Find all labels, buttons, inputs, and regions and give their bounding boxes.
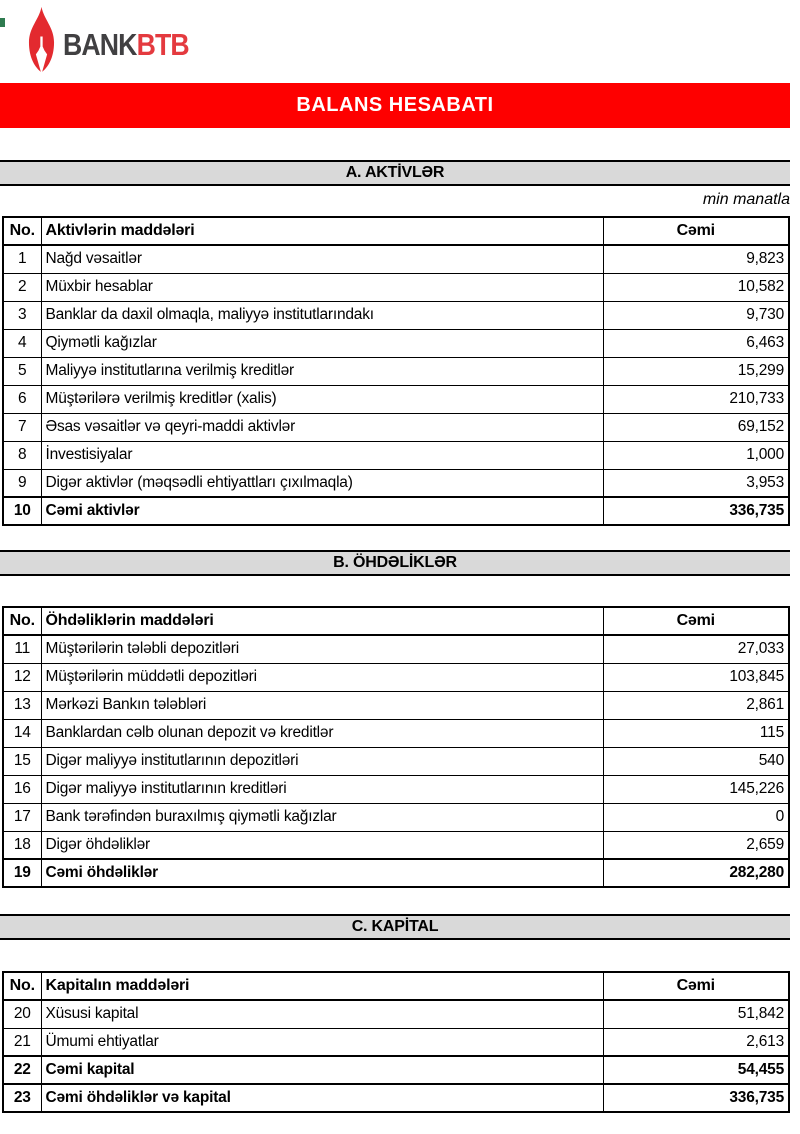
column-header-no: No.: [3, 607, 41, 635]
table-row: [3, 803, 789, 831]
cell-value: 2,613: [603, 1028, 789, 1056]
report-banner: [0, 83, 790, 128]
cell-item: İnvestisiyalar: [41, 441, 603, 469]
cell-item: Müxbir hesablar: [41, 273, 603, 301]
cell-no: 19: [3, 859, 41, 887]
cell-value: 145,226: [603, 775, 789, 803]
section-title: C. KAPİTAL: [351, 918, 439, 935]
cell-value: 69,152: [603, 413, 789, 441]
cell-no: 22: [3, 1056, 41, 1084]
capital-table: [2, 971, 790, 1113]
table-row: [3, 301, 789, 329]
green-edge-mark: [0, 18, 5, 27]
cell-value: 10,582: [603, 273, 789, 301]
cell-item: Cəmi öhdəliklər: [41, 859, 603, 887]
table-row: [3, 663, 789, 691]
logo-band: [0, 0, 800, 83]
table-row: [3, 1056, 789, 1084]
flame-icon: [25, 6, 58, 77]
cell-value: 2,659: [603, 831, 789, 859]
cell-item: Qiymətli kağızlar: [41, 329, 603, 357]
column-header-total: Cəmi: [603, 217, 789, 245]
cell-value: 1,000: [603, 441, 789, 469]
logo-text-bank: BANK: [63, 27, 137, 62]
column-header-total: Cəmi: [603, 607, 789, 635]
column-header-item: Aktivlərin maddələri: [41, 217, 603, 245]
logo-text-btb: BTB: [136, 27, 189, 62]
table-row: [3, 719, 789, 747]
section-header-aktivler: [0, 160, 790, 186]
column-header-no: No.: [3, 217, 41, 245]
cell-no: 13: [3, 691, 41, 719]
cell-value: 0: [603, 803, 789, 831]
cell-item: Digər maliyyə institutlarının depozitləri: [41, 747, 603, 775]
cell-value: 103,845: [603, 663, 789, 691]
column-header-no: No.: [3, 972, 41, 1000]
cell-no: 15: [3, 747, 41, 775]
table-row: [3, 245, 789, 273]
cell-no: 14: [3, 719, 41, 747]
table-row: [3, 329, 789, 357]
cell-item: Müştərilərin tələbli depozitləri: [41, 635, 603, 663]
cell-value: 3,953: [603, 469, 789, 497]
cell-value: 9,730: [603, 301, 789, 329]
cell-no: 1: [3, 245, 41, 273]
assets-table: [2, 216, 790, 526]
cell-item: Banklardan cəlb olunan depozit və kreditlər: [41, 719, 603, 747]
cell-value: 9,823: [603, 245, 789, 273]
cell-no: 2: [3, 273, 41, 301]
cell-item: Cəmi öhdəliklər və kapital: [41, 1084, 603, 1112]
table-header-row: [3, 217, 789, 245]
table-header-row: [3, 972, 789, 1000]
cell-no: 6: [3, 385, 41, 413]
table-row: [3, 273, 789, 301]
cell-no: 3: [3, 301, 41, 329]
table-row: [3, 859, 789, 887]
section-header-ohdelikler: [0, 550, 790, 576]
cell-no: 5: [3, 357, 41, 385]
table-row: [3, 469, 789, 497]
table-row: [3, 441, 789, 469]
column-header-total: Cəmi: [603, 972, 789, 1000]
cell-item: Digər öhdəliklər: [41, 831, 603, 859]
cell-no: 12: [3, 663, 41, 691]
cell-item: Digər maliyyə institutlarının kreditləri: [41, 775, 603, 803]
cell-item: Banklar da daxil olmaqla, maliyyə institutlarındakı: [41, 301, 603, 329]
cell-no: 16: [3, 775, 41, 803]
report-title: BALANS HESABATI: [296, 94, 494, 116]
cell-no: 9: [3, 469, 41, 497]
table-header-row: [3, 607, 789, 635]
cell-value: 15,299: [603, 357, 789, 385]
table-row: [3, 1000, 789, 1028]
cell-item: Maliyyə institutlarına verilmiş kreditlər: [41, 357, 603, 385]
cell-value: 210,733: [603, 385, 789, 413]
table-row: [3, 691, 789, 719]
section-title: B. ÖHDƏLİKLƏR: [333, 554, 457, 571]
section-header-kapital: [0, 914, 790, 940]
table-row: [3, 775, 789, 803]
cell-value: 336,735: [603, 497, 789, 525]
cell-value: 6,463: [603, 329, 789, 357]
table-row: [3, 1028, 789, 1056]
unit-note: min manatla: [702, 191, 790, 208]
cell-no: 11: [3, 635, 41, 663]
cell-no: 21: [3, 1028, 41, 1056]
cell-item: Müştərilərə verilmiş kreditlər (xalis): [41, 385, 603, 413]
cell-no: 8: [3, 441, 41, 469]
table-row: [3, 635, 789, 663]
table-row: [3, 357, 789, 385]
cell-item: Müştərilərin müddətli depozitləri: [41, 663, 603, 691]
table-row: [3, 413, 789, 441]
cell-item: Cəmi kapital: [41, 1056, 603, 1084]
cell-no: 20: [3, 1000, 41, 1028]
cell-no: 4: [3, 329, 41, 357]
cell-no: 7: [3, 413, 41, 441]
cell-value: 336,735: [603, 1084, 789, 1112]
cell-item: Ümumi ehtiyatlar: [41, 1028, 603, 1056]
cell-no: 18: [3, 831, 41, 859]
bank-logo: [63, 27, 189, 63]
table-row: [3, 1084, 789, 1112]
cell-value: 282,280: [603, 859, 789, 887]
table-row: [3, 385, 789, 413]
cell-item: Digər aktivlər (məqsədli ehtiyattları çıxılmaqla): [41, 469, 603, 497]
cell-value: 27,033: [603, 635, 789, 663]
table-row: [3, 747, 789, 775]
cell-item: Əsas vəsaitlər və qeyri-maddi aktivlər: [41, 413, 603, 441]
column-header-item: Öhdəliklərin maddələri: [41, 607, 603, 635]
cell-item: Nağd vəsaitlər: [41, 245, 603, 273]
cell-value: 115: [603, 719, 789, 747]
cell-no: 17: [3, 803, 41, 831]
section-title: A. AKTİVLƏR: [345, 164, 445, 181]
liabilities-table: [2, 606, 790, 888]
cell-no: 23: [3, 1084, 41, 1112]
table-row: [3, 497, 789, 525]
cell-item: Bank tərəfindən buraxılmış qiymətli kağızlar: [41, 803, 603, 831]
cell-value: 2,861: [603, 691, 789, 719]
table-row: [3, 831, 789, 859]
cell-item: Mərkəzi Bankın tələbləri: [41, 691, 603, 719]
cell-value: 540: [603, 747, 789, 775]
cell-item: Xüsusi kapital: [41, 1000, 603, 1028]
cell-item: Cəmi aktivlər: [41, 497, 603, 525]
cell-no: 10: [3, 497, 41, 525]
cell-value: 54,455: [603, 1056, 789, 1084]
column-header-item: Kapitalın maddələri: [41, 972, 603, 1000]
cell-value: 51,842: [603, 1000, 789, 1028]
